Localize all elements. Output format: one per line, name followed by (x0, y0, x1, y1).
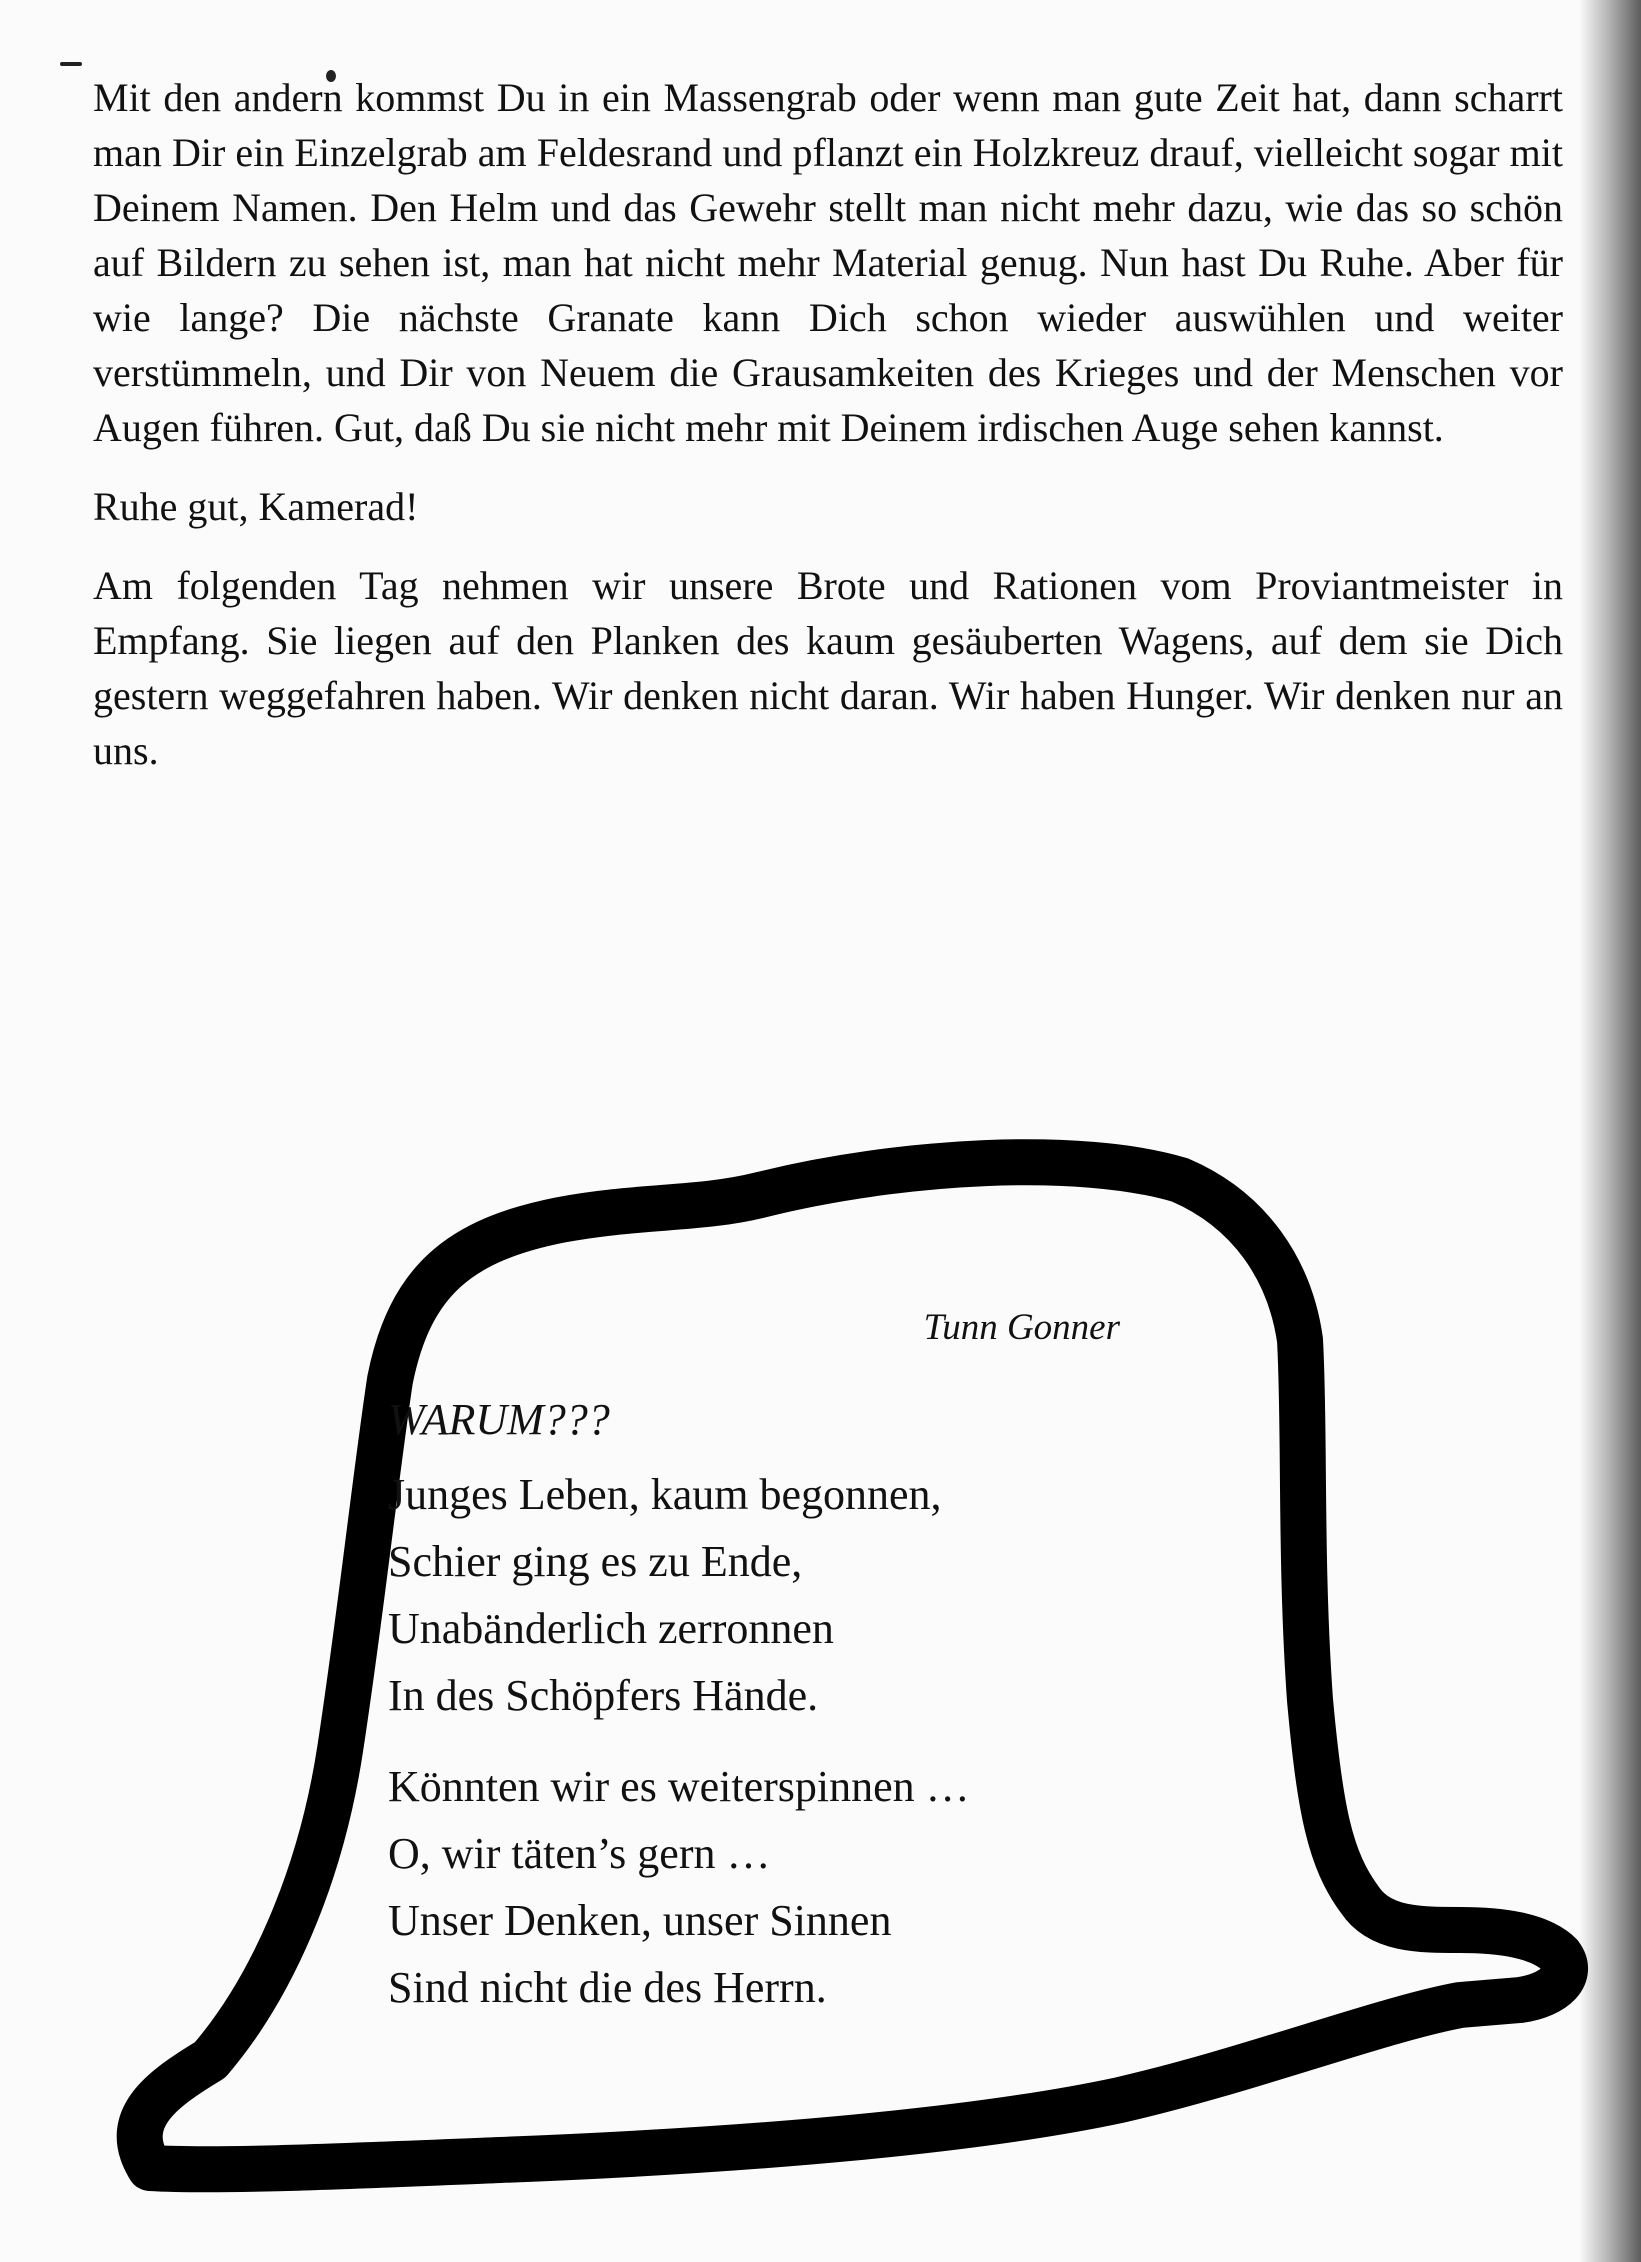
prose-paragraph-2: Ruhe gut, Kamerad! (93, 484, 419, 529)
prose-paragraph-1: Mit den andern kommst Du in ein Massengrab oder wenn man gute Zeit hat, dann scharrt man Dir ein Einzelgrab am Feldesrand und pflanzt ein Holzkreuz drauf, vielleicht sogar mit Deinem Namen. Den Helm und das Gewehr stellt man nicht mehr dazu, wie das so schön auf Bildern zu sehen ist, man hat nicht mehr Material genug. Nun hast Du Ruhe. Aber für wie lange? Die nächste Granate kann Dich schon wieder auswühlen und weiter verstümmeln, und Dir von Neuem die Grausamkeiten des Krieges und der Menschen vor Augen führen. Gut, daß Du sie nicht mehr mit Deinem irdischen Auge sehen kannst. (93, 75, 1563, 450)
poem-line: In des Schöpfers Hände. (388, 1671, 819, 1720)
poem-author: Tunn Gonner (923, 1307, 1120, 1348)
poem-line: O, wir täten’s gern … (388, 1829, 771, 1878)
poem (388, 1386, 1208, 2045)
poem-line: Schier ging es zu Ende, (388, 1537, 803, 1586)
poem-stanza-2 (388, 1753, 1208, 2021)
poem-line: Sind nicht die des Herrn. (388, 1963, 827, 2012)
poem-stanza-1 (388, 1461, 1208, 1729)
poem-title: WARUM??? (388, 1395, 610, 1444)
poem-line: Könnten wir es weiterspinnen … (388, 1762, 970, 1811)
poem-line: Unabänderlich zerronnen (388, 1604, 834, 1653)
prose-paragraph-3: Am folgenden Tag nehmen wir unsere Brote und Rationen vom Proviantmeister in Empfang. Sie liegen auf den Planken des kaum gesäuberten Wagens, auf dem sie Dich gestern weggefahren haben. Wir denken nicht daran. Wir haben Hunger. Wir denken nur an uns. (93, 563, 1563, 773)
poem-line: Junges Leben, kaum begonnen, (388, 1470, 942, 1519)
poem-line: Unser Denken, unser Sinnen (388, 1896, 892, 1945)
